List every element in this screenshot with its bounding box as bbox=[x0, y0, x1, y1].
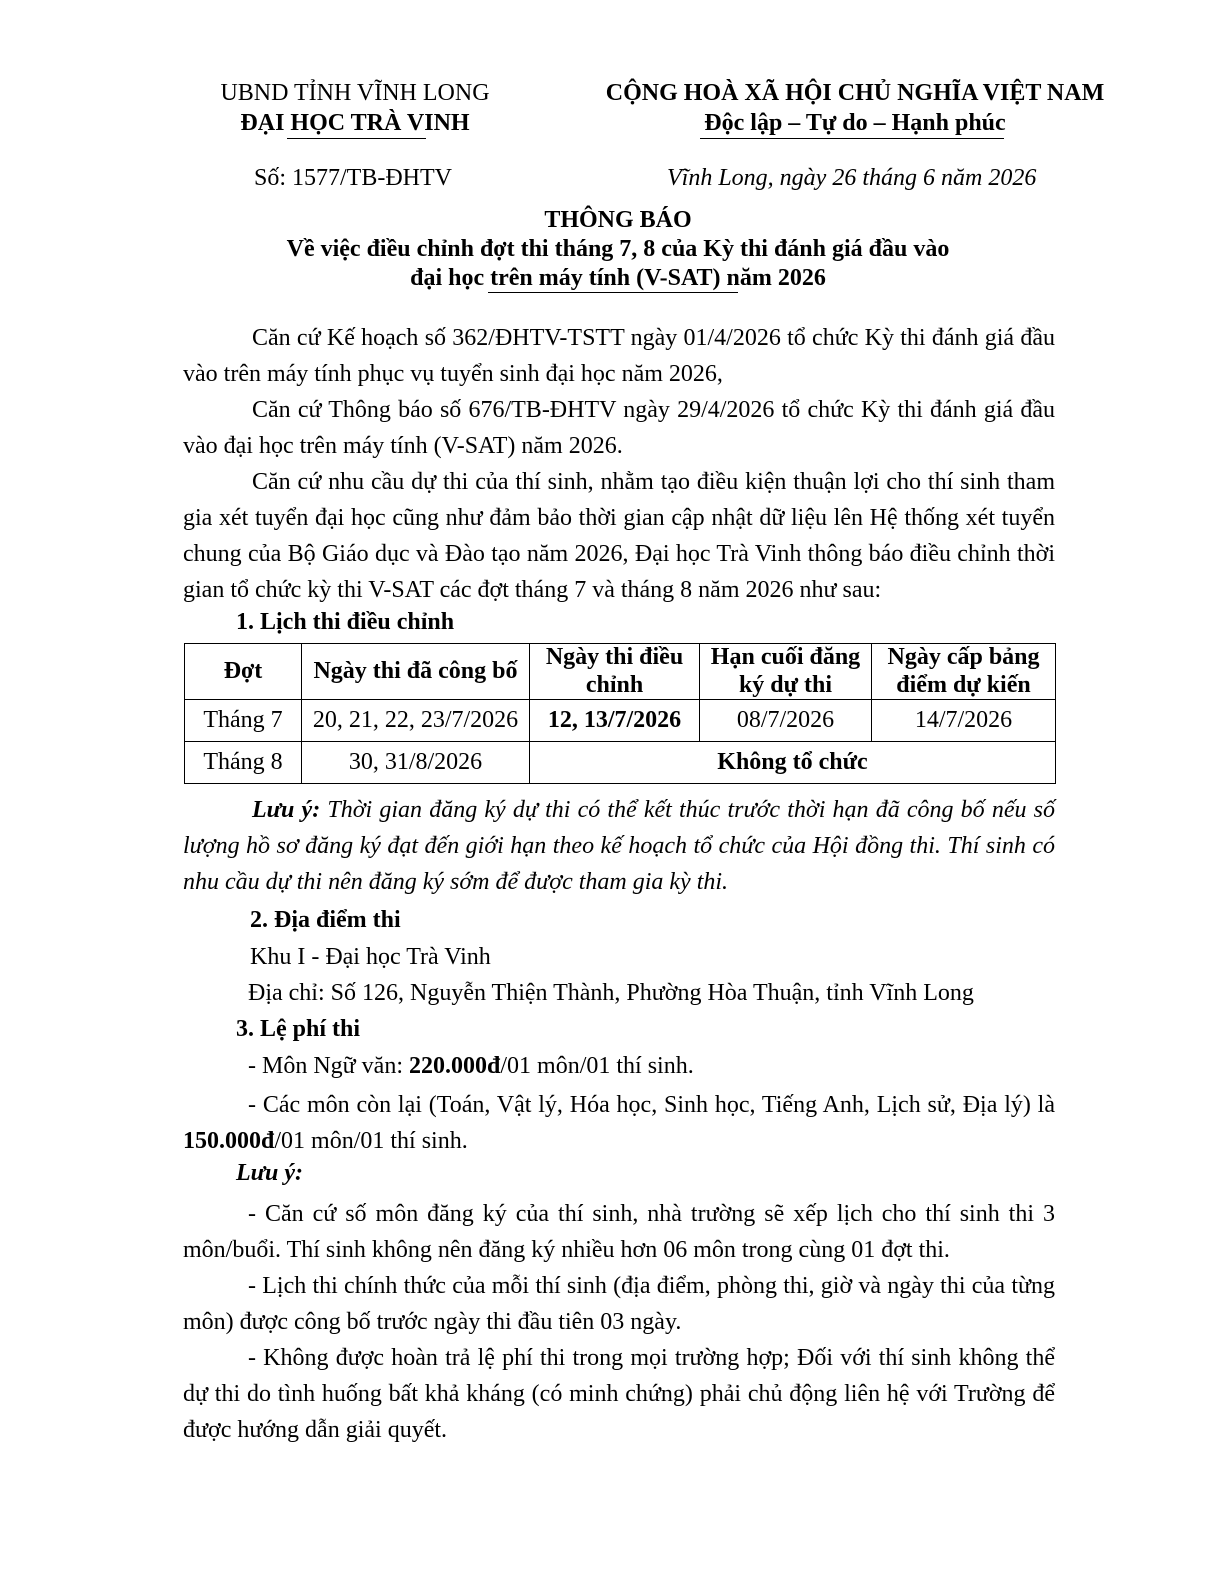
agency-name: UBND TỈNH VĨNH LONG bbox=[220, 80, 490, 106]
intro-section bbox=[183, 320, 1055, 608]
cell-announced-date: 20, 21, 22, 23/7/2026 bbox=[302, 700, 530, 742]
notice-subtitle-line1: Về việc điều chỉnh đợt thi tháng 7, 8 của Kỳ thi đánh giá đầu vào bbox=[286, 236, 950, 262]
section1-heading: 1. Lịch thi điều chỉnh bbox=[236, 609, 455, 635]
section1-note bbox=[183, 792, 1055, 900]
table-row bbox=[185, 742, 1056, 784]
section3-heading: 3. Lệ phí thi bbox=[236, 1016, 361, 1042]
note-label: Lưu ý: bbox=[252, 797, 321, 823]
col-header-registration-deadline: Hạn cuối đăng ký dự thi bbox=[700, 644, 872, 700]
cell-not-organized: Không tổ chức bbox=[530, 742, 1056, 784]
fee-other-subjects: - Các môn còn lại (Toán, Vật lý, Hóa học, Sinh học, Tiếng Anh, Lịch sử, Địa lý) là 150.000đ/01 môn/01 thí sinh. bbox=[183, 1092, 1055, 1154]
intro-paragraph-2: Căn cứ Thông báo số 676/TB-ĐHTV ngày 29/4/2026 tổ chức Kỳ thi đánh giá đầu vào đại học trên máy tính (V-SAT) năm 2026. bbox=[183, 397, 1055, 459]
cell-registration-deadline: 08/7/2026 bbox=[700, 700, 872, 742]
university-name: ĐẠI HỌC TRÀ VINH bbox=[240, 110, 470, 136]
venue-name: Khu I - Đại học Trà Vinh bbox=[250, 944, 491, 970]
section3-note-label: Lưu ý: bbox=[236, 1160, 304, 1186]
place-date: Vĩnh Long, ngày 26 tháng 6 năm 2026 bbox=[667, 165, 1037, 191]
notice-title: THÔNG BÁO bbox=[544, 207, 692, 233]
document-number: Số: 1577/TB-ĐHTV bbox=[254, 165, 452, 191]
notice-subtitle-line2: đại học trên máy tính (V-SAT) năm 2026 bbox=[410, 265, 826, 291]
note-item-1: - Căn cứ số môn đăng ký của thí sinh, nhà trường sẽ xếp lịch cho thí sinh thi 3 môn/buổi. Thí sinh không nên đăng ký nhiều hơn 06 môn trong cùng 01 đợt thi. bbox=[183, 1201, 1055, 1263]
cell-adjusted-date: 12, 13/7/2026 bbox=[530, 700, 700, 742]
col-header-period: Đợt bbox=[185, 644, 302, 700]
right-header-rule bbox=[700, 138, 1004, 139]
table-header-row bbox=[185, 644, 1056, 700]
fee-literature-amount: 220.000đ bbox=[409, 1053, 501, 1079]
fee-other-amount: 150.000đ bbox=[183, 1128, 275, 1154]
col-header-adjusted-date: Ngày thi điều chỉnh bbox=[530, 644, 700, 700]
national-motto: Độc lập – Tự do – Hạnh phúc bbox=[704, 110, 1006, 136]
cell-score-release: 14/7/2026 bbox=[872, 700, 1056, 742]
col-header-announced-date: Ngày thi đã công bố bbox=[302, 644, 530, 700]
left-header-rule bbox=[287, 138, 426, 139]
table-row bbox=[185, 700, 1056, 742]
section3-notes bbox=[183, 1196, 1055, 1448]
fee-literature: - Môn Ngữ văn: 220.000đ/01 môn/01 thí sinh. bbox=[248, 1053, 694, 1079]
title-rule bbox=[488, 292, 738, 293]
venue-address: Địa chỉ: Số 126, Nguyễn Thiện Thành, Phường Hòa Thuận, tỉnh Vĩnh Long bbox=[248, 980, 974, 1006]
cell-period: Tháng 7 bbox=[185, 700, 302, 742]
note-item-3: - Không được hoàn trả lệ phí thi trong mọi trường hợp; Đối với thí sinh không thể dự thi do tình huống bất khả kháng (có minh chứng) phải chủ động liên hệ với Trường để được hướng dẫn giải quyết. bbox=[183, 1345, 1055, 1443]
schedule-table bbox=[184, 643, 1056, 784]
section2-heading: 2. Địa điểm thi bbox=[250, 907, 401, 933]
intro-paragraph-3: Căn cứ nhu cầu dự thi của thí sinh, nhằm tạo điều kiện thuận lợi cho thí sinh tham gia xét tuyển đại học cũng như đảm bảo thời gian cập nhật dữ liệu lên Hệ thống xét tuyển chung của Bộ Giáo dục và Đào tạo năm 2026, Đại học Trà Vinh thông báo điều chỉnh thời gian tổ chức kỳ thi V-SAT các đợt tháng 7 và tháng 8 năm 2026 như sau: bbox=[183, 469, 1055, 603]
national-title: CỘNG HOÀ XÃ HỘI CHỦ NGHĨA VIỆT NAM bbox=[605, 80, 1105, 106]
cell-period: Tháng 8 bbox=[185, 742, 302, 784]
cell-announced-date: 30, 31/8/2026 bbox=[302, 742, 530, 784]
note-item-2: - Lịch thi chính thức của mỗi thí sinh (địa điểm, phòng thi, giờ và ngày thi của từng môn) được công bố trước ngày thi đầu tiên 03 ngày. bbox=[183, 1273, 1055, 1335]
note-text: Thời gian đăng ký dự thi có thể kết thúc trước thời hạn đã công bố nếu số lượng hồ sơ đăng ký đạt đến giới hạn theo kế hoạch tổ chức của Hội đồng thi. Thí sinh có nhu cầu dự thi nên đăng ký sớm để được tham gia kỳ thi. bbox=[183, 797, 1055, 895]
col-header-score-release: Ngày cấp bảng điểm dự kiến bbox=[872, 644, 1056, 700]
intro-paragraph-1: Căn cứ Kế hoạch số 362/ĐHTV-TSTT ngày 01/4/2026 tổ chức Kỳ thi đánh giá đầu vào trên máy tính phục vụ tuyển sinh đại học năm 2026, bbox=[183, 325, 1055, 387]
